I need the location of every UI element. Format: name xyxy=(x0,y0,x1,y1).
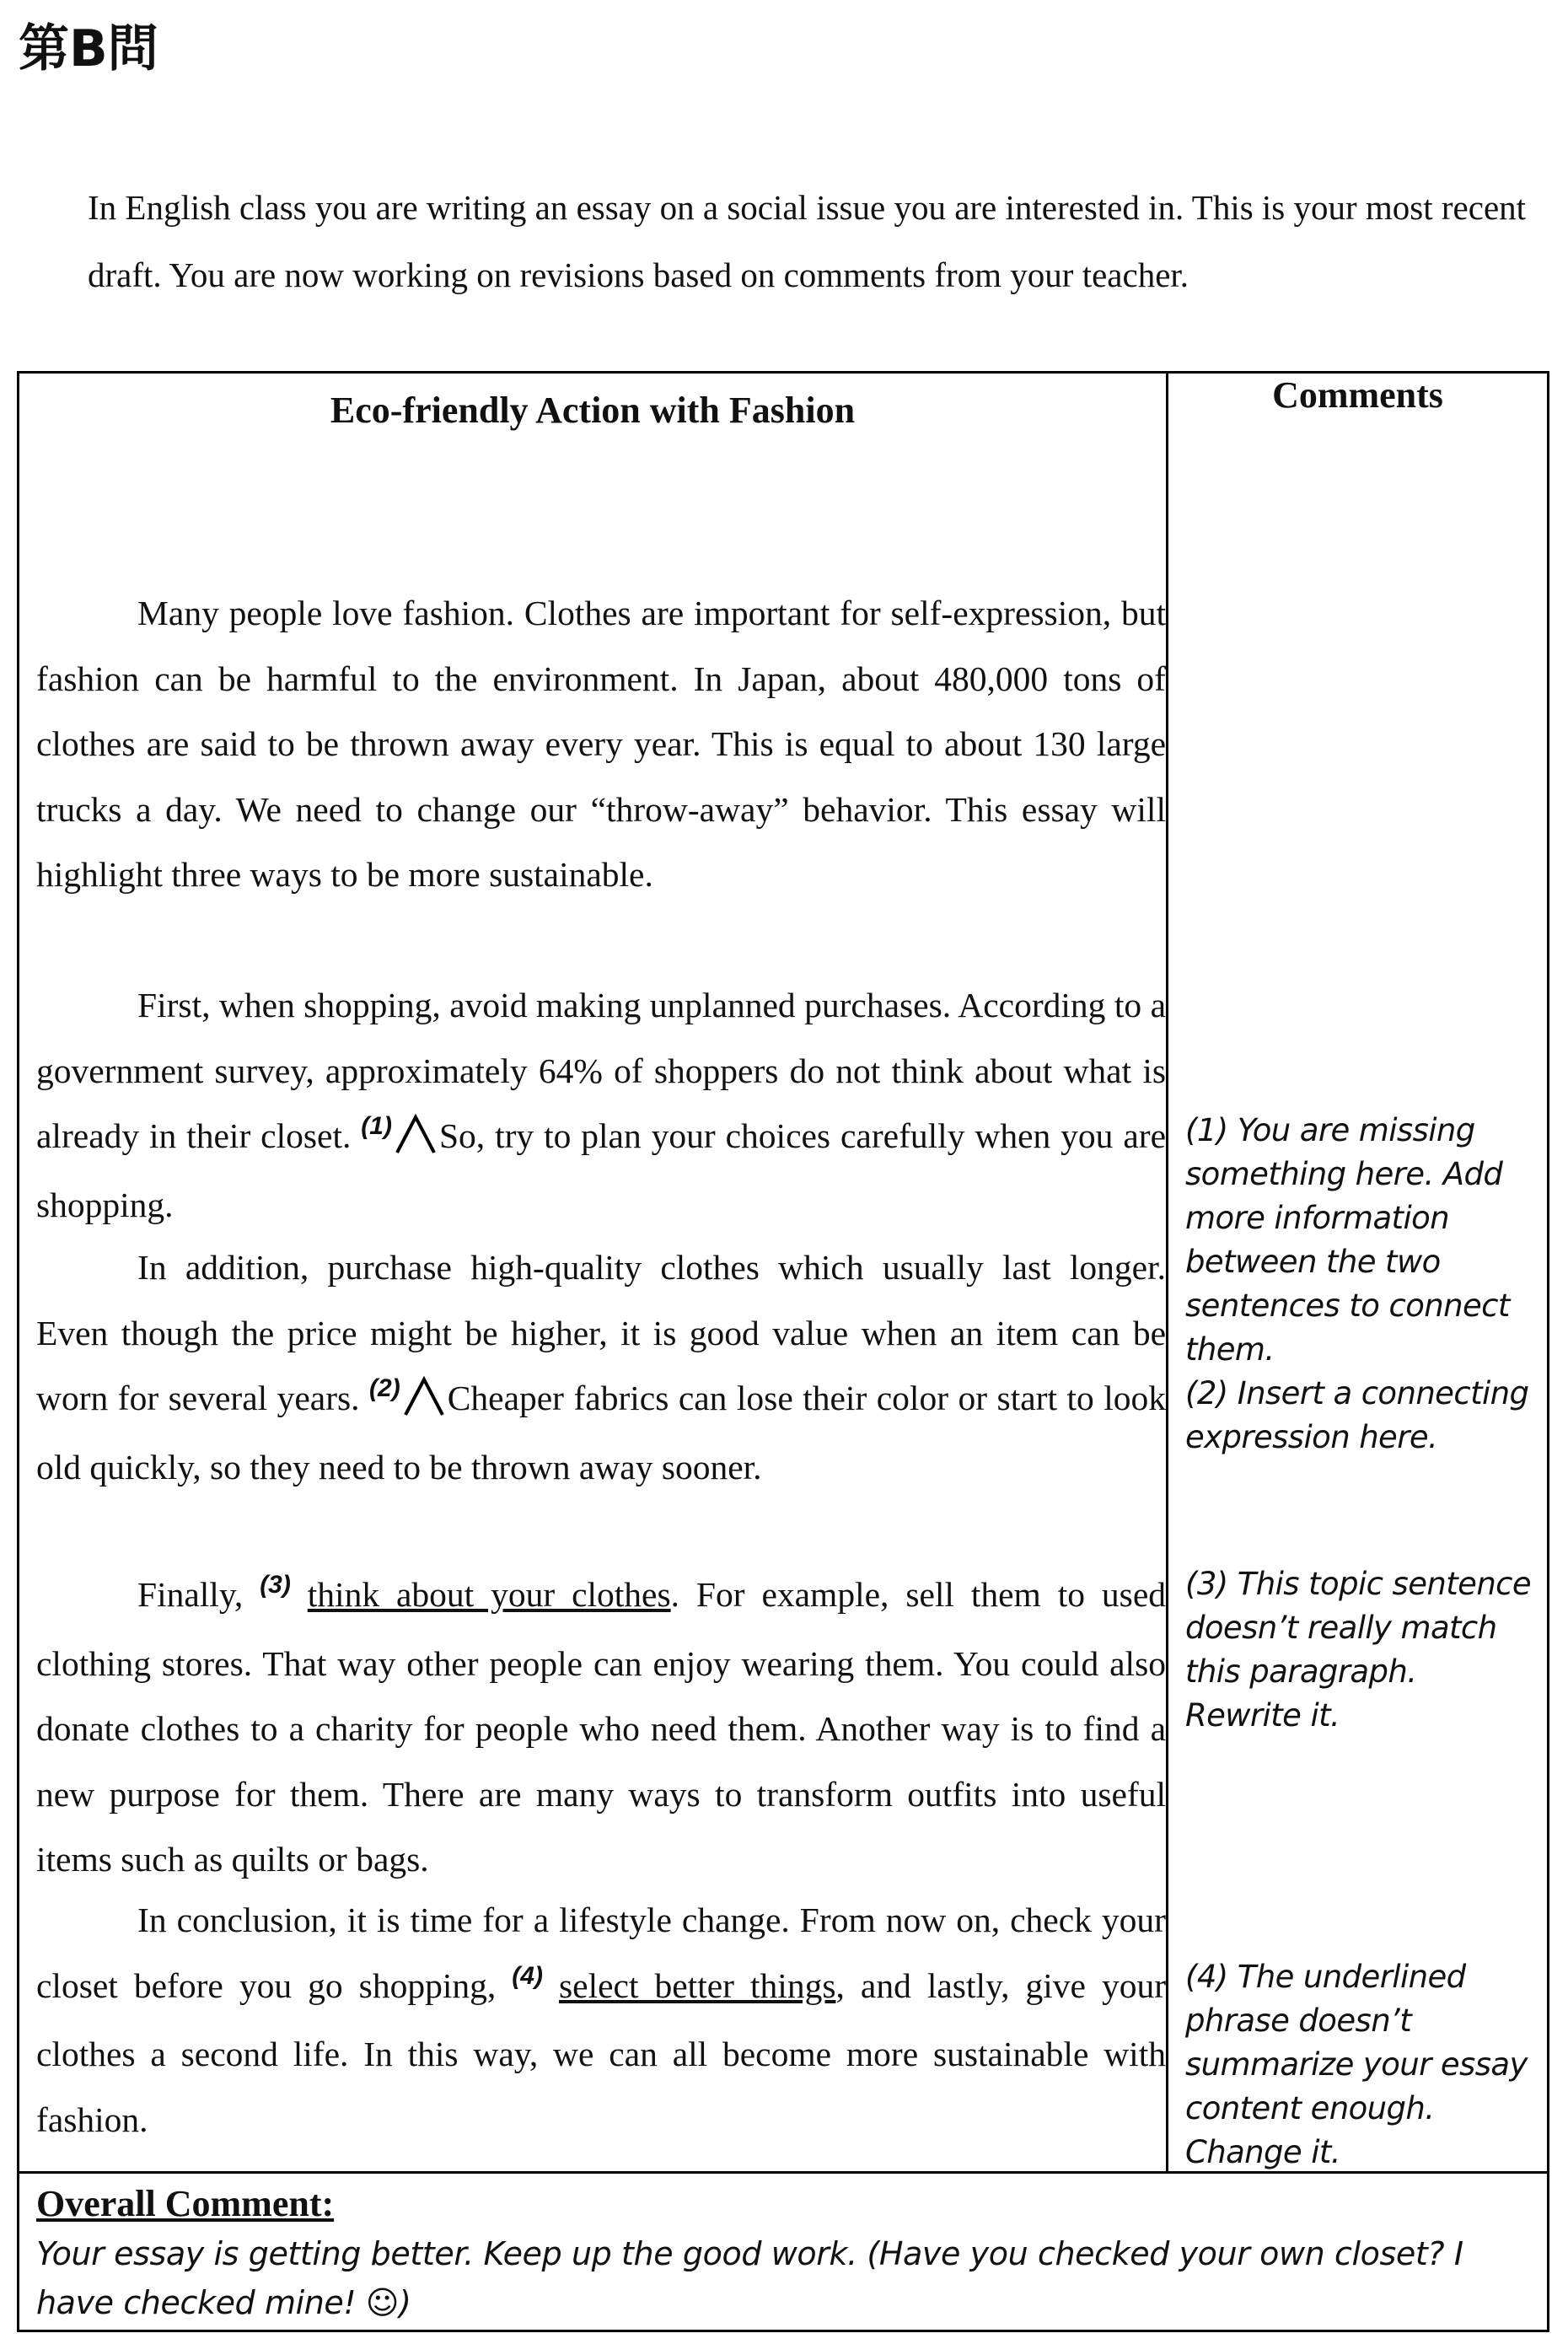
overall-comment-box xyxy=(19,2171,1547,2330)
underlined-summary-phrase: select better things xyxy=(559,1965,836,2005)
revision-mark-2: (2) xyxy=(369,1374,400,1402)
instructions-text: In English class you are writing an essay on a social issue you are interested in. This is your most recent draft. You are now working on revisions based on comments from your teacher. xyxy=(88,188,1527,294)
essay-paragraph-4 xyxy=(36,1562,1166,1893)
overall-comment-text: Your essay is getting better. Keep up the good work. (Have you checked your own closet? I have checked mine! ☺) xyxy=(36,2235,1463,2321)
section-heading: 第B問 xyxy=(19,19,158,78)
essay-table xyxy=(17,371,1549,2332)
essay-paragraph-1: Many people love fashion. Clothes are important for self-expression, but fashion can be harmful to the environment. In Japan, about 480,000 tons of clothes are said to be thrown away every year. This is equal to about 130 large trucks a day. We need to change our “throw-away” behavior. This essay will highlight three ways to be more sustainable. xyxy=(36,594,1166,894)
essay-title: Eco-friendly Action with Fashion xyxy=(330,390,856,431)
teacher-comment-1: (1) You are missing something here. Add more information between the two sentences to connect them. xyxy=(1185,1112,1510,1368)
revision-mark-3: (3) xyxy=(260,1571,291,1599)
paragraph-5-text-before: In conclusion, it is time for a lifestyle change. From now on, check your closet before you go shopping, xyxy=(36,1900,1166,2005)
teacher-comment-4: (4) The underlined phrase doesn’t summarize your essay content enough. Change it. xyxy=(1185,1959,1528,2170)
paragraph-3-text-before: In addition, purchase high-quality clothes which usually last longer. Even though the price might be higher, it is good value when an item can be worn for several years. xyxy=(36,1248,1166,1417)
essay-paragraph-5 xyxy=(36,1888,1166,2153)
essay-paragraph-2 xyxy=(36,973,1166,1238)
paragraph-4-text-after: . For example, sell them to used clothing stores. That way other people can enjoy wearing them. You could also donate clothes to a charity for people who need them. Another way is to find a new purpose for them. There are many ways to transform outfits into useful items such as quilts or bags. xyxy=(36,1575,1166,1879)
comments-column xyxy=(1168,374,1547,2171)
underlined-topic-sentence: think about your clothes xyxy=(307,1575,671,1614)
paragraph-3-text-after: Cheaper fabrics can lose their color or start to look old quickly, so they need to be thrown away sooner. xyxy=(36,1379,1167,1487)
essay-paragraph-3 xyxy=(36,1235,1166,1500)
revision-mark-1: (1) xyxy=(361,1112,392,1140)
paragraph-2-text-after: So, try to plan your choices carefully when you are shopping. xyxy=(36,1116,1166,1224)
essay-column xyxy=(19,374,1168,2171)
comments-title: Comments xyxy=(1272,374,1443,416)
overall-comment-label: Overall Comment: xyxy=(36,2183,335,2224)
revision-mark-4: (4) xyxy=(512,1961,543,1990)
paragraph-5-text-after: , and lastly, give your clothes a second life. In this way, we can all become more sustainable with fashion. xyxy=(36,1965,1167,2139)
teacher-comment-2: (2) Insert a connecting expression here. xyxy=(1185,1375,1529,1455)
teacher-comment-3: (3) This topic sentence doesn’t really match this paragraph. Rewrite it. xyxy=(1185,1566,1532,1734)
paragraph-4-text-before: Finally, xyxy=(137,1575,244,1614)
insertion-caret-icon xyxy=(394,1112,438,1156)
paragraph-2-text-before: First, when shopping, avoid making unplanned purchases. According to a government survey, approximately 64% of shoppers do not think about what is already in their closet. xyxy=(36,986,1166,1155)
insertion-caret-icon xyxy=(402,1374,446,1418)
